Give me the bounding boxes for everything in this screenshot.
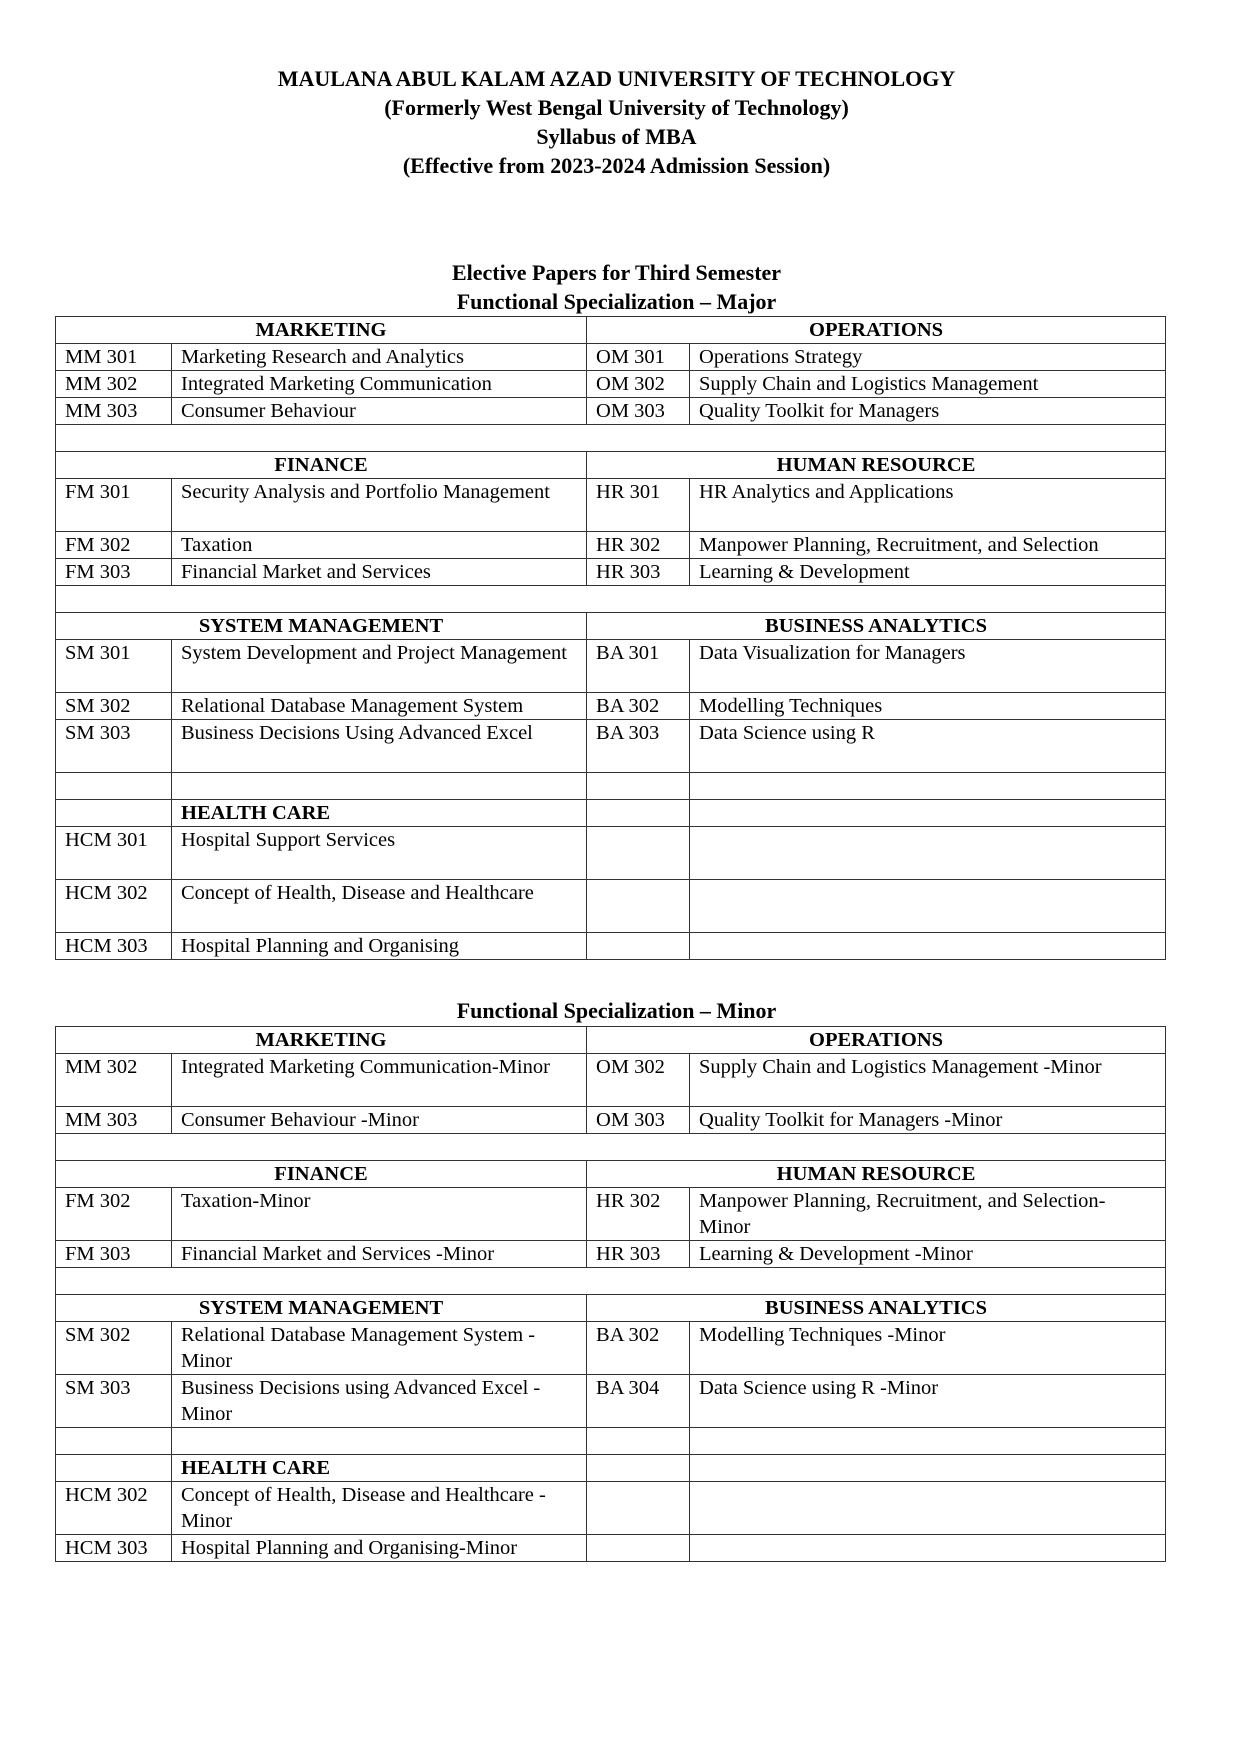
course-name: Concept of Health, Disease and Healthcare <box>172 880 587 933</box>
course-code: BA 303 <box>587 720 690 773</box>
course-code: FM 302 <box>56 532 172 559</box>
spacer-row <box>56 586 1166 613</box>
course-name: Hospital Planning and Organising <box>172 933 587 960</box>
course-code: FM 301 <box>56 479 172 532</box>
course-name: Taxation <box>172 532 587 559</box>
finance-header: FINANCE <box>56 1161 587 1188</box>
document-header <box>0 64 1233 180</box>
course-name: Consumer Behaviour <box>172 398 587 425</box>
table-row <box>56 1482 1166 1535</box>
course-code: OM 303 <box>587 398 690 425</box>
course-name: Taxation-Minor <box>172 1188 587 1241</box>
table-row <box>56 880 1166 933</box>
course-name: Supply Chain and Logistics Management <box>690 371 1166 398</box>
course-code: HCM 303 <box>56 933 172 960</box>
business-analytics-header: BUSINESS ANALYTICS <box>587 613 1166 640</box>
finance-header: FINANCE <box>56 452 587 479</box>
course-code: OM 303 <box>587 1107 690 1134</box>
course-name: Modelling Techniques -Minor <box>690 1322 1166 1375</box>
course-code: OM 301 <box>587 344 690 371</box>
major-table <box>55 316 1166 960</box>
course-code: HCM 302 <box>56 1482 172 1535</box>
course-code: HCM 301 <box>56 827 172 880</box>
course-name: Marketing Research and Analytics <box>172 344 587 371</box>
course-name: Financial Market and Services -Minor <box>172 1241 587 1268</box>
course-name: Supply Chain and Logistics Management -Minor <box>690 1054 1166 1107</box>
course-name: Data Science using R -Minor <box>690 1375 1166 1428</box>
course-name: Concept of Health, Disease and Healthcare -Minor <box>172 1482 587 1535</box>
course-name: Quality Toolkit for Managers -Minor <box>690 1107 1166 1134</box>
course-code: FM 303 <box>56 559 172 586</box>
course-code: SM 302 <box>56 1322 172 1375</box>
table-row <box>56 1107 1166 1134</box>
course-code: SM 303 <box>56 720 172 773</box>
health-care-header: HEALTH CARE <box>172 1455 587 1482</box>
course-name: Business Decisions using Advanced Excel -Minor <box>172 1375 587 1428</box>
effective-session: (Effective from 2023-2024 Admission Session) <box>402 153 831 178</box>
course-code: FM 302 <box>56 1188 172 1241</box>
course-code: HCM 303 <box>56 1535 172 1562</box>
table-row <box>56 559 1166 586</box>
course-code: MM 303 <box>56 1107 172 1134</box>
course-code: OM 302 <box>587 371 690 398</box>
table-row <box>56 1535 1166 1562</box>
table-row <box>56 640 1166 693</box>
course-code: MM 302 <box>56 1054 172 1107</box>
table-row <box>56 933 1166 960</box>
minor-table <box>55 1026 1166 1562</box>
table-row <box>56 720 1166 773</box>
course-name: Hospital Planning and Organising-Minor <box>172 1535 587 1562</box>
operations-header: OPERATIONS <box>587 317 1166 344</box>
hr-header: HUMAN RESOURCE <box>587 452 1166 479</box>
course-name: Learning & Development <box>690 559 1166 586</box>
spacer-row <box>56 425 1166 452</box>
course-code: SM 301 <box>56 640 172 693</box>
table-row <box>56 344 1166 371</box>
health-care-header: HEALTH CARE <box>172 800 587 827</box>
course-code: HCM 302 <box>56 880 172 933</box>
course-code: BA 302 <box>587 1322 690 1375</box>
marketing-header: MARKETING <box>56 317 587 344</box>
spacer-row <box>56 1134 1166 1161</box>
course-code: HR 303 <box>587 1241 690 1268</box>
course-name: Consumer Behaviour -Minor <box>172 1107 587 1134</box>
course-name: Relational Database Management System -Minor <box>172 1322 587 1375</box>
course-code: MM 301 <box>56 344 172 371</box>
elective-title: Elective Papers for Third Semester <box>451 260 782 285</box>
table-row <box>56 693 1166 720</box>
table-row <box>56 371 1166 398</box>
course-code: BA 302 <box>587 693 690 720</box>
table-row <box>56 1241 1166 1268</box>
spacer-row <box>56 1428 1166 1455</box>
course-name: Integrated Marketing Communication-Minor <box>172 1054 587 1107</box>
course-code: HR 302 <box>587 1188 690 1241</box>
course-code: HR 302 <box>587 532 690 559</box>
course-name: Manpower Planning, Recruitment, and Selection <box>690 532 1166 559</box>
course-name: Learning & Development -Minor <box>690 1241 1166 1268</box>
table-row <box>56 1375 1166 1428</box>
course-name: Modelling Techniques <box>690 693 1166 720</box>
hr-header: HUMAN RESOURCE <box>587 1161 1166 1188</box>
table-row <box>56 827 1166 880</box>
university-name: MAULANA ABUL KALAM AZAD UNIVERSITY OF TECHNOLOGY <box>277 66 956 91</box>
marketing-header: MARKETING <box>56 1027 587 1054</box>
course-name: System Development and Project Management <box>172 640 587 693</box>
major-title: Functional Specialization – Major <box>456 289 777 314</box>
table-row <box>56 398 1166 425</box>
course-name: Operations Strategy <box>690 344 1166 371</box>
course-code: OM 302 <box>587 1054 690 1107</box>
course-name: Integrated Marketing Communication <box>172 371 587 398</box>
course-name: Hospital Support Services <box>172 827 587 880</box>
course-name: Quality Toolkit for Managers <box>690 398 1166 425</box>
table-row <box>56 532 1166 559</box>
course-code: HR 303 <box>587 559 690 586</box>
course-name: Relational Database Management System <box>172 693 587 720</box>
course-code: MM 303 <box>56 398 172 425</box>
course-code: BA 301 <box>587 640 690 693</box>
course-name: Financial Market and Services <box>172 559 587 586</box>
course-code: SM 303 <box>56 1375 172 1428</box>
course-code: BA 304 <box>587 1375 690 1428</box>
system-management-header: SYSTEM MANAGEMENT <box>56 613 587 640</box>
course-name: Security Analysis and Portfolio Management <box>172 479 587 532</box>
business-analytics-header: BUSINESS ANALYTICS <box>587 1295 1166 1322</box>
course-name: Manpower Planning, Recruitment, and Selection-Minor <box>690 1188 1166 1241</box>
course-name: Business Decisions Using Advanced Excel <box>172 720 587 773</box>
course-name: Data Visualization for Managers <box>690 640 1166 693</box>
former-name: (Formerly West Bengal University of Technology) <box>384 95 849 120</box>
course-code: MM 302 <box>56 371 172 398</box>
course-code: HR 301 <box>587 479 690 532</box>
minor-title: Functional Specialization – Minor <box>456 998 777 1023</box>
course-name: HR Analytics and Applications <box>690 479 1166 532</box>
system-management-header: SYSTEM MANAGEMENT <box>56 1295 587 1322</box>
spacer-row <box>56 1268 1166 1295</box>
table-row <box>56 1054 1166 1107</box>
table-row <box>56 1322 1166 1375</box>
spacer-row <box>56 773 1166 800</box>
course-name: Data Science using R <box>690 720 1166 773</box>
table-row <box>56 1188 1166 1241</box>
table-row <box>56 479 1166 532</box>
operations-header: OPERATIONS <box>587 1027 1166 1054</box>
course-code: FM 303 <box>56 1241 172 1268</box>
course-code: SM 302 <box>56 693 172 720</box>
syllabus-title: Syllabus of MBA <box>536 124 697 149</box>
